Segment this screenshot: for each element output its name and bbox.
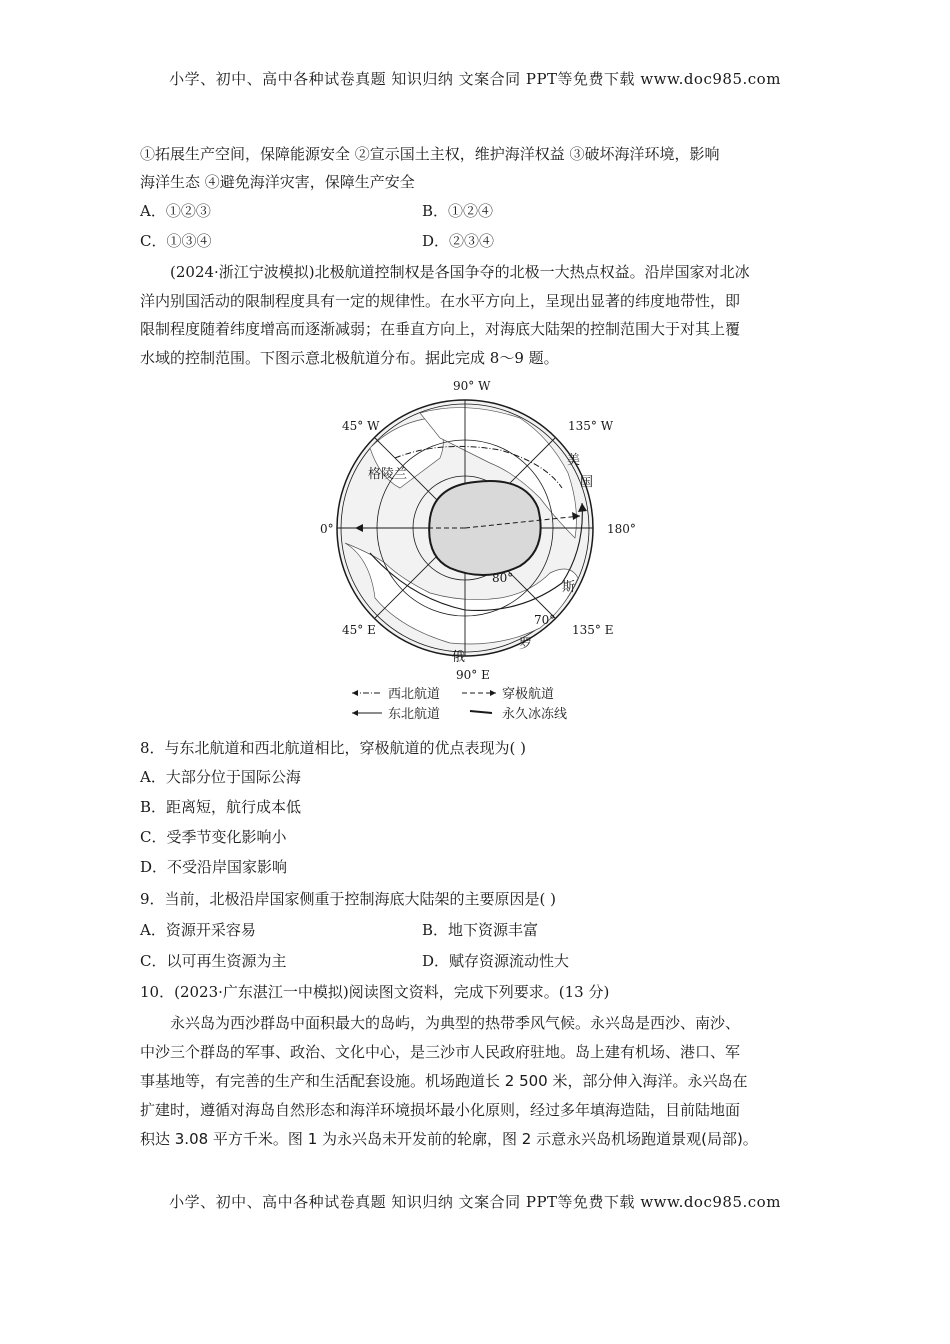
legend-ne-label: 东北航道	[388, 707, 441, 722]
q9-stem: 9．当前，北极沿岸国家侧重于控制海底大陆架的主要原因是( )	[140, 890, 557, 908]
label-usa-2: 国	[580, 475, 594, 490]
passage1-line3: 限制程度随着纬度增高而逐渐减弱；在垂直方向上，对海底大陆架的控制范围大于对其上覆	[140, 320, 741, 338]
q8-option-a: A．大部分位于国际公海	[140, 768, 301, 786]
label-russia-1: 俄	[452, 650, 466, 665]
label-0: 0°	[320, 522, 334, 536]
q7-statements-line1: ①拓展生产空间，保障能源安全 ②宣示国土主权，维护海洋权益 ③破坏海洋环境，影响	[140, 145, 720, 163]
label-45w: 45° W	[342, 419, 380, 433]
label-russia-3: 斯	[562, 580, 576, 595]
label-45e: 45° E	[342, 623, 376, 637]
q10-passage-line1: 永兴岛为西沙群岛中面积最大的岛屿，为典型的热带季风气候。永兴岛是西沙、南沙、	[170, 1014, 741, 1032]
q8-option-d: D．不受沿岸国家影响	[140, 858, 288, 876]
legend-ne-arrow	[352, 710, 358, 716]
label-90e: 90° E	[456, 668, 490, 682]
q8-option-c: C．受季节变化影响小	[140, 828, 287, 846]
legend-trans-arrow	[490, 690, 496, 696]
legend-nw-label: 西北航道	[388, 687, 441, 702]
page-header: 小学、初中、高中各种试卷真题 知识归纳 文案合同 PPT等免费下载 www.doc985.com	[169, 70, 781, 88]
label-70: 70°	[534, 613, 556, 627]
q10-passage-line3: 事基地等，有完善的生产和生活配套设施。机场跑道长 2 500 米，部分伸入海洋。永兴岛在	[140, 1072, 748, 1090]
page-footer: 小学、初中、高中各种试卷真题 知识归纳 文案合同 PPT等免费下载 www.doc985.com	[169, 1193, 781, 1211]
q10-passage-line5: 积达 3.08 平方千米。图 1 为永兴岛未开发前的轮廓，图 2 示意永兴岛机场跑道景观(局部)。	[140, 1130, 758, 1148]
q10-passage-line4: 扩建时，遵循对海岛自然形态和海洋环境损坏最小化原则，经过多年填海造陆，目前陆地面	[140, 1101, 741, 1119]
label-135w: 135° W	[568, 419, 614, 433]
q10-passage-line2: 中沙三个群岛的军事、政治、文化中心，是三沙市人民政府驻地。岛上建有机场、港口、军	[140, 1043, 741, 1061]
label-greenland: 格陵兰	[368, 467, 408, 482]
label-90w: 90° W	[453, 379, 491, 393]
q7-option-a: A．①②③	[140, 202, 211, 220]
q7-option-b: B．①②④	[422, 202, 494, 220]
legend-ice-label: 永久冰冻线	[502, 707, 568, 722]
q7-option-d: D．②③④	[422, 232, 495, 250]
q9-option-d: D．赋存资源流动性大	[422, 952, 570, 970]
q8-option-b: B．距离短，航行成本低	[140, 798, 302, 816]
label-usa-1: 美	[567, 453, 581, 468]
q7-option-c: C．①③④	[140, 232, 212, 250]
label-180: 180°	[607, 522, 636, 536]
legend-ice-line	[470, 711, 492, 713]
q7-statements-line2: 海洋生态 ④避免海洋灾害，保障生产安全	[140, 173, 415, 191]
q9-option-b: B．地下资源丰富	[422, 921, 539, 939]
label-135e: 135° E	[572, 623, 614, 637]
passage1-line4: 水域的控制范围。下图示意北极航道分布。据此完成 8～9 题。	[140, 349, 559, 367]
q10-stem: 10．(2023·广东湛江一中模拟)阅读图文资料，完成下列要求。(13 分)	[140, 983, 610, 1001]
legend-nw-arrow	[352, 690, 358, 696]
q9-option-a: A．资源开采容易	[140, 921, 256, 939]
q8-stem: 8．与东北航道和西北航道相比，穿极航道的优点表现为( )	[140, 739, 527, 757]
label-russia-2: 罗	[519, 637, 533, 652]
label-80: 80°	[492, 571, 514, 585]
passage1-line1: (2024·浙江宁波模拟)北极航道控制权是各国争夺的北极一大热点权益。沿岸国家对北冰	[170, 263, 750, 281]
passage1-line2: 洋内别国活动的限制程度具有一定的规律性。在水平方向上，呈现出显著的纬度地带性，即	[140, 292, 741, 310]
legend-trans-label: 穿极航道	[502, 687, 555, 702]
arctic-routes-map	[300, 378, 650, 723]
q9-option-c: C．以可再生资源为主	[140, 952, 287, 970]
